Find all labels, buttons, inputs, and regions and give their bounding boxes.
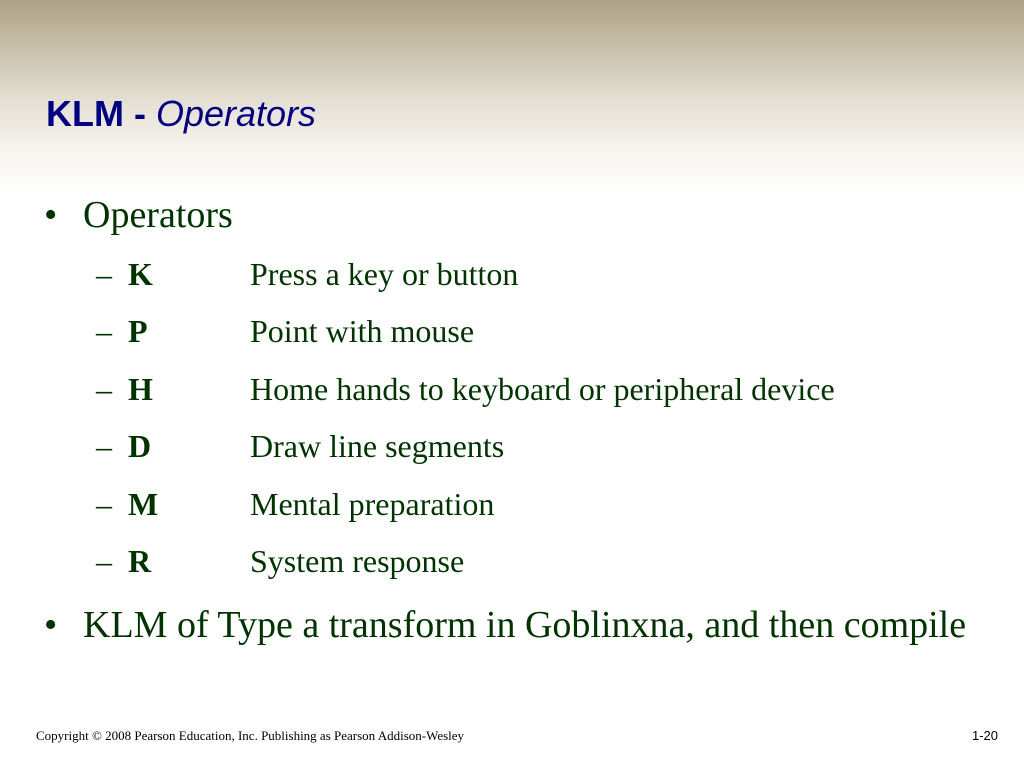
operator-code: R	[128, 542, 152, 579]
bullet-marker: •	[44, 604, 58, 646]
sub-bullet-dash: –	[96, 256, 112, 292]
operator-description: Draw line segments	[250, 428, 505, 465]
operator-code: H	[128, 370, 153, 407]
operator-description: Press a key or button	[250, 256, 519, 292]
bullet-text: Operators	[83, 194, 233, 236]
title-separator: -	[123, 93, 156, 134]
title-main: KLM	[46, 93, 124, 134]
operator-code: P	[128, 313, 148, 350]
slide-number: 1-20	[971, 728, 998, 743]
operator-code: K	[128, 256, 153, 292]
operator-description: System response	[250, 542, 465, 579]
operator-code: D	[128, 428, 152, 465]
sub-bullet-dash: –	[96, 485, 112, 522]
sub-bullet-dash: –	[96, 313, 112, 350]
operator-description: Mental preparation	[250, 485, 495, 522]
sub-bullet-dash: –	[96, 542, 112, 579]
footer-copyright: Copyright © 2008 Pearson Education, Inc. Publishing as Pearson Addison-Wesley	[36, 728, 465, 743]
bullet-marker: •	[44, 194, 58, 236]
operator-description: Point with mouse	[250, 313, 475, 350]
operator-code: M	[128, 485, 159, 522]
sub-bullet-dash: –	[96, 370, 112, 407]
operator-description: Home hands to keyboard or peripheral device	[250, 370, 835, 407]
bullet-text: KLM of Type a transform in Goblinxna, and then compile	[83, 604, 967, 646]
sub-bullet-dash: –	[96, 428, 112, 465]
title-subtitle: Operators	[155, 93, 317, 134]
